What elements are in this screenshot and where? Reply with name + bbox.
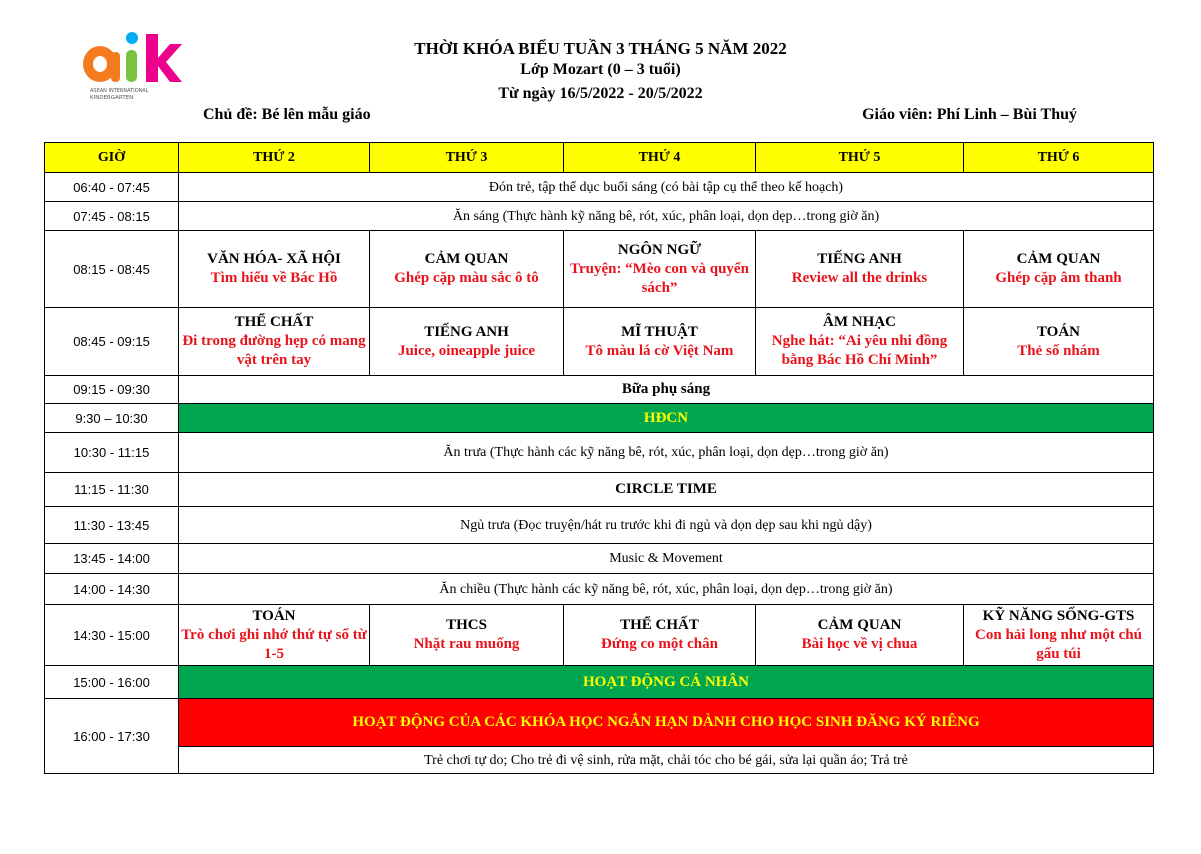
subject: TIẾNG ANH bbox=[424, 323, 509, 340]
subject: THỂ CHẤT bbox=[620, 617, 699, 633]
col-header-mon: THỨ 2 bbox=[179, 143, 370, 173]
time-cell: 14:00 - 14:30 bbox=[45, 574, 179, 605]
table-row bbox=[45, 202, 1154, 231]
activity: Ghép cặp âm thanh bbox=[995, 270, 1122, 286]
table-row bbox=[45, 433, 1154, 473]
activity: Bài học về vị chua bbox=[801, 636, 918, 652]
col-header-thu: THỨ 5 bbox=[756, 143, 964, 173]
activity-cell: Bữa phụ sáng bbox=[179, 376, 1154, 404]
table-row bbox=[45, 666, 1154, 699]
activity-cell: Trẻ chơi tự do; Cho trẻ đi vệ sinh, rửa mặt, chải tóc cho bé gái, sửa lại quần áo; Trả trẻ bbox=[179, 747, 1154, 774]
time-cell: 06:40 - 07:45 bbox=[45, 173, 179, 202]
time-cell: 08:45 - 09:15 bbox=[45, 308, 179, 376]
activity: Tìm hiểu về Bác Hồ bbox=[210, 270, 338, 286]
activity: Thẻ số nhám bbox=[1017, 342, 1100, 359]
activity-cell: Ăn trưa (Thực hành các kỹ năng bê, rót, xúc, phân loại, dọn dẹp…trong giờ ăn) bbox=[179, 433, 1154, 473]
svg-text:KINDERGARTEN: KINDERGARTEN bbox=[90, 95, 134, 101]
activity-cell: Music & Movement bbox=[179, 544, 1154, 574]
time-cell: 15:00 - 16:00 bbox=[45, 666, 179, 699]
subject: ÂM NHẠC bbox=[823, 314, 896, 330]
time-cell: 11:15 - 11:30 bbox=[45, 473, 179, 507]
lesson-cell bbox=[964, 605, 1154, 666]
col-header-wed: THỨ 4 bbox=[564, 143, 756, 173]
table-row bbox=[45, 173, 1154, 202]
activity: Đi trong đường hẹp có mang vật trên tay bbox=[182, 333, 366, 368]
table-row bbox=[45, 699, 1154, 747]
subject: CẢM QUAN bbox=[817, 617, 902, 633]
activity: Juice, oineapple juice bbox=[397, 342, 536, 359]
header-row bbox=[45, 143, 1154, 173]
activity: Nghe hát: “Ai yêu nhi đồng bằng Bác Hồ Chí Minh” bbox=[771, 333, 948, 368]
lesson-cell bbox=[964, 308, 1154, 376]
schedule-title: THỜI KHÓA BIỂU TUẦN 3 THÁNG 5 NĂM 2022 bbox=[414, 39, 787, 58]
svg-text:ASEAN INTERNATIONAL: ASEAN INTERNATIONAL bbox=[90, 88, 149, 94]
lesson-cell bbox=[370, 231, 564, 308]
subject: TOÁN bbox=[1036, 323, 1081, 340]
activity: Trò chơi ghi nhớ thứ tự số từ 1-5 bbox=[181, 626, 367, 662]
lesson-cell bbox=[964, 231, 1154, 308]
subject: TOÁN bbox=[252, 607, 296, 624]
activity: Nhặt rau muống bbox=[413, 636, 520, 652]
table-row bbox=[45, 231, 1154, 308]
activity: Con hải long như một chú gấu túi bbox=[975, 626, 1142, 662]
activity-cell: Ăn sáng (Thực hành kỹ năng bê, rót, xúc, phân loại, dọn dẹp…trong giờ ăn) bbox=[179, 202, 1154, 231]
lesson-cell bbox=[370, 308, 564, 376]
lesson-cell bbox=[179, 308, 370, 376]
class-name: Lớp Mozart (0 – 3 tuổi) bbox=[520, 61, 681, 78]
time-cell: 9:30 – 10:30 bbox=[45, 404, 179, 433]
table-row bbox=[45, 574, 1154, 605]
time-cell: 07:45 - 08:15 bbox=[45, 202, 179, 231]
time-cell: 08:15 - 08:45 bbox=[45, 231, 179, 308]
subject: THCS bbox=[446, 617, 487, 633]
activity-cell: HOẠT ĐỘNG CỦA CÁC KHÓA HỌC NGẮN HẠN DÀNH CHO HỌC SINH ĐĂNG KÝ RIÊNG bbox=[179, 699, 1154, 747]
activity-cell: HOẠT ĐỘNG CÁ NHÂN bbox=[179, 666, 1154, 699]
col-header-fri: THỨ 6 bbox=[964, 143, 1154, 173]
date-range: Từ ngày 16/5/2022 - 20/5/2022 bbox=[498, 85, 703, 102]
lesson-cell bbox=[564, 308, 756, 376]
activity-cell: CIRCLE TIME bbox=[179, 473, 1154, 507]
subject: CẢM QUAN bbox=[1016, 251, 1101, 267]
subject: CẢM QUAN bbox=[424, 251, 509, 267]
time-cell: 10:30 - 11:15 bbox=[45, 433, 179, 473]
activity: Truyện: “Mèo con và quyển sách” bbox=[570, 260, 749, 296]
table-row bbox=[45, 308, 1154, 376]
col-header-tue: THỨ 3 bbox=[370, 143, 564, 173]
lesson-cell bbox=[756, 605, 964, 666]
table-row bbox=[45, 544, 1154, 574]
subject: NGÔN NGỮ bbox=[617, 241, 702, 258]
time-cell: 11:30 - 13:45 bbox=[45, 507, 179, 544]
table-row bbox=[45, 473, 1154, 507]
table-row bbox=[45, 605, 1154, 666]
lesson-cell bbox=[179, 231, 370, 308]
subject: VĂN HÓA- XÃ HỘI bbox=[207, 251, 341, 267]
col-header-time: GIỜ bbox=[45, 143, 179, 173]
activity: Ghép cặp màu sắc ô tô bbox=[394, 270, 539, 286]
activity: Đứng co một chân bbox=[601, 636, 718, 652]
schedule-table bbox=[44, 142, 1154, 774]
teacher: Giáo viên: Phí Linh – Bùi Thuý bbox=[862, 106, 1077, 123]
time-cell: 16:00 - 17:30 bbox=[45, 699, 179, 774]
lesson-cell bbox=[370, 605, 564, 666]
table-row bbox=[45, 376, 1154, 404]
activity-cell: HĐCN bbox=[179, 404, 1154, 433]
activity: Review all the drinks bbox=[791, 270, 928, 286]
table-row bbox=[45, 507, 1154, 544]
lesson-cell bbox=[564, 231, 756, 308]
table-row bbox=[45, 747, 1154, 774]
subject: THỂ CHẤT bbox=[234, 314, 314, 330]
activity-cell: Ngủ trưa (Đọc truyện/hát ru trước khi đi ngủ và dọn dẹp sau khi ngủ dậy) bbox=[179, 507, 1154, 544]
subject: KỸ NĂNG SỐNG-GTS bbox=[982, 607, 1135, 624]
lesson-cell bbox=[756, 231, 964, 308]
time-cell: 09:15 - 09:30 bbox=[45, 376, 179, 404]
subject: MĨ THUẬT bbox=[621, 323, 698, 340]
activity-cell: Đón trẻ, tập thể dục buổi sáng (có bài tập cụ thể theo kế hoạch) bbox=[179, 173, 1154, 202]
activity: Tô màu lá cờ Việt Nam bbox=[585, 342, 734, 359]
topic: Chủ đề: Bé lên mẫu giáo bbox=[203, 106, 371, 123]
lesson-cell bbox=[564, 605, 756, 666]
activity-cell: Ăn chiều (Thực hành các kỹ năng bê, rót, xúc, phân loại, dọn dẹp…trong giờ ăn) bbox=[179, 574, 1154, 605]
table-row bbox=[45, 404, 1154, 433]
lesson-cell bbox=[179, 605, 370, 666]
lesson-cell bbox=[756, 308, 964, 376]
time-cell: 14:30 - 15:00 bbox=[45, 605, 179, 666]
subject: TIẾNG ANH bbox=[817, 251, 902, 267]
time-cell: 13:45 - 14:00 bbox=[45, 544, 179, 574]
